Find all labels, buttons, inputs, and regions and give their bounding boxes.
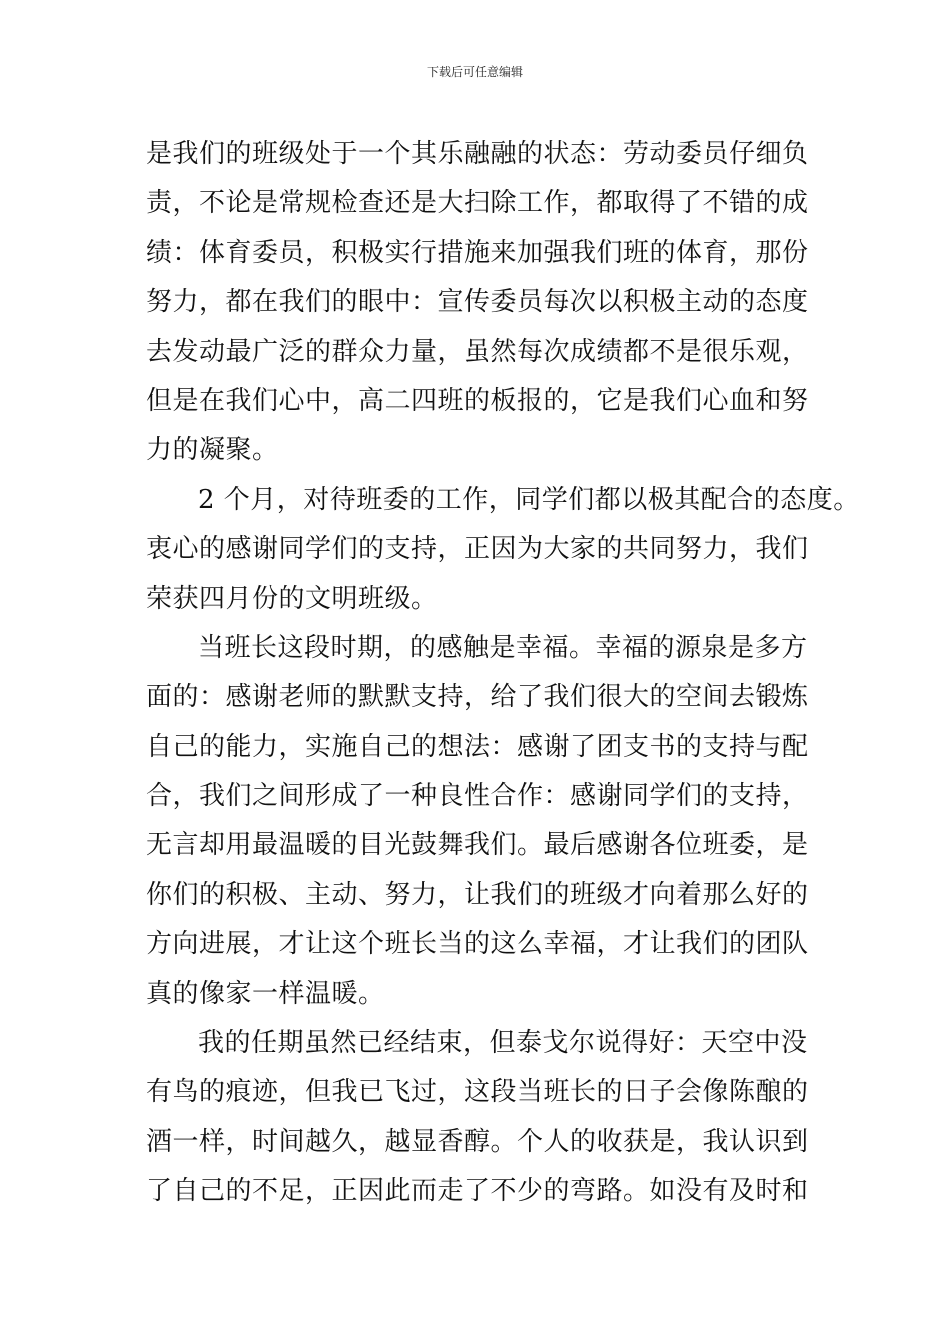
text-line: 衷心的感谢同学们的支持，正因为大家的共同努力，我们 — [146, 534, 809, 565]
text-line: 自己的能力，实施自己的想法：感谢了团支书的支持与配 — [146, 731, 809, 762]
document-body — [146, 130, 860, 1217]
paragraph-first-line: 当班长这段时期，的感触是幸福。幸福的源泉是多方 — [198, 632, 808, 663]
text-line: 责，不论是常规检查还是大扫除工作，都取得了不错的成 — [146, 188, 809, 219]
text-line: 方向进展，才让这个班长当的这么幸福，才让我们的团队 — [146, 929, 809, 960]
text-line: 但是在我们心中，高二四班的板报的，它是我们心血和努 — [146, 385, 809, 416]
text-line: 是我们的班级处于一个其乐融融的状态：劳动委员仔细负 — [146, 139, 809, 169]
text-line: 面的：感谢老师的默默支持，给了我们很大的空间去锻炼 — [146, 682, 809, 713]
text-line: 荣获四月份的文明班级。 — [146, 583, 438, 614]
text-line: 酒一样，时间越久，越显香醇。个人的收获是，我认识到 — [146, 1126, 809, 1157]
text-line: 无言却用最温暖的目光鼓舞我们。最后感谢各位班委，是 — [146, 830, 809, 861]
text-line: 了自己的不足，正因此而走了不少的弯路。如没有及时和 — [146, 1176, 809, 1207]
paragraph-first-line: 2 个月，对待班委的工作，同学们都以极其配合的态度。 — [198, 484, 860, 515]
text-line: 绩：体育委员，积极实行措施来加强我们班的体育，那份 — [146, 237, 809, 268]
text-line: 力的凝聚。 — [146, 435, 279, 466]
page-header: 下载后可任意编辑 — [426, 65, 523, 79]
paragraph-first-line: 我的任期虽然已经结束，但泰戈尔说得好：天空中没 — [198, 1028, 808, 1059]
text-line: 去发动最广泛的群众力量，虽然每次成绩都不是很乐观， — [146, 336, 809, 367]
text-line: 努力，都在我们的眼中：宣传委员每次以积极主动的态度 — [146, 287, 809, 318]
text-line: 有鸟的痕迹，但我已飞过，这段当班长的日子会像陈酿的 — [146, 1077, 809, 1108]
text-line: 合，我们之间形成了一种良性合作：感谢同学们的支持， — [146, 781, 809, 812]
text-line: 你们的积极、主动、努力，让我们的班级才向着那么好的 — [146, 879, 809, 910]
text-line: 真的像家一样温暖。 — [146, 978, 385, 1009]
